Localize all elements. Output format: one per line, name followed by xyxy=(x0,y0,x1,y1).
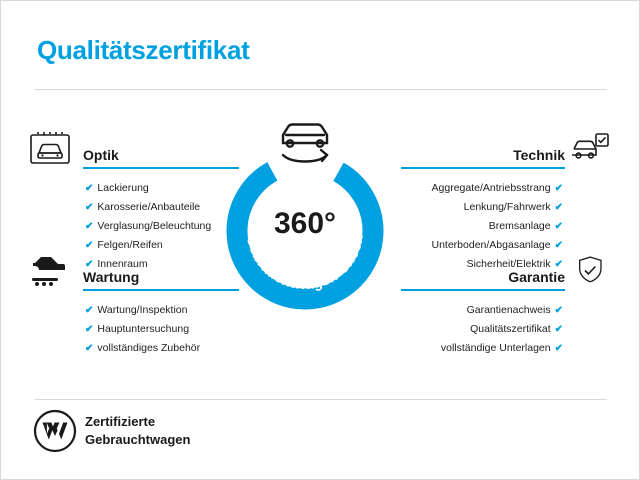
check-icon: ✔ xyxy=(554,221,563,232)
footer-text xyxy=(85,413,190,449)
list-item-label: vollständiges Zubehör xyxy=(97,342,201,354)
list-item-label: Garantienachweis xyxy=(466,304,551,316)
list-item xyxy=(401,301,611,320)
section-wartung-header xyxy=(29,259,239,293)
list-item xyxy=(29,339,239,358)
check-icon: ✔ xyxy=(85,202,94,213)
check-icon: ✔ xyxy=(85,221,94,232)
page-title: Qualitätszertifikat xyxy=(37,35,250,65)
list-item xyxy=(401,198,611,217)
list-item-label: Hauptuntersuchung xyxy=(97,323,190,335)
list-item-label: Lenkung/Fahrwerk xyxy=(463,201,551,213)
check-icon: ✔ xyxy=(554,240,563,251)
check-icon: ✔ xyxy=(85,240,94,251)
section-optik-header xyxy=(29,137,239,171)
car-lift-icon xyxy=(29,253,71,287)
car-wash-icon xyxy=(29,131,71,165)
list-item xyxy=(401,179,611,198)
section-garantie-title: Garantie xyxy=(508,269,565,285)
list-item-label: Unterboden/Abgasanlage xyxy=(431,239,551,251)
section-technik-rule xyxy=(401,167,565,169)
list-item xyxy=(401,320,611,339)
footer-divider xyxy=(35,399,607,400)
badge-degrees: 360° xyxy=(273,207,337,240)
check-icon: ✔ xyxy=(85,324,94,335)
shield-check-icon xyxy=(569,253,611,287)
section-wartung xyxy=(29,259,239,358)
list-item-label: Felgen/Reifen xyxy=(97,239,163,251)
vw-logo xyxy=(33,409,77,453)
section-technik-title: Technik xyxy=(513,147,565,163)
footer-line-1: Zertifizierte xyxy=(85,414,156,429)
list-item-label: Sicherheit/Elektrik xyxy=(466,258,551,270)
list-item-label: Lackierung xyxy=(97,182,149,194)
section-wartung-rule xyxy=(83,289,239,291)
list-item xyxy=(29,217,239,236)
check-icon: ✔ xyxy=(85,183,94,194)
list-item xyxy=(401,339,611,358)
list-item xyxy=(29,198,239,217)
list-item-label: Karosserie/Anbauteile xyxy=(97,201,201,213)
list-item xyxy=(29,320,239,339)
section-garantie-header xyxy=(401,259,611,293)
footer-line-2: Gebrauchtwagen xyxy=(85,432,191,447)
car-checklist-icon xyxy=(569,131,611,165)
list-item-label: Aggregate/Antriebsstrang xyxy=(431,182,551,194)
check-icon: ✔ xyxy=(554,183,563,194)
list-item-label: Verglasung/Beleuchtung xyxy=(97,220,212,232)
list-item-label: Innenraum xyxy=(97,258,148,270)
section-garantie-rule xyxy=(401,289,565,291)
check-icon: ✔ xyxy=(85,305,94,316)
header-divider xyxy=(35,89,607,90)
svg-text:Gebrauchtwagen-Check: Gebrauchtwagen-Check xyxy=(243,233,367,294)
list-item xyxy=(29,179,239,198)
section-optik-rule xyxy=(83,167,239,169)
check-icon: ✔ xyxy=(554,343,563,354)
list-item-label: Wartung/Inspektion xyxy=(97,304,188,316)
check-badge xyxy=(225,151,385,311)
section-optik-title: Optik xyxy=(83,147,119,163)
section-wartung-title: Wartung xyxy=(83,269,140,285)
list-item-label: Bremsanlage xyxy=(488,220,551,232)
check-icon: ✔ xyxy=(85,259,94,270)
section-wartung-list xyxy=(29,301,239,358)
list-item-label: vollständige Unterlagen xyxy=(440,342,551,354)
section-garantie-list xyxy=(401,301,611,358)
section-technik-header xyxy=(401,137,611,171)
car-front-rotate-icon xyxy=(269,119,341,171)
list-item xyxy=(29,301,239,320)
check-icon: ✔ xyxy=(554,202,563,213)
section-garantie xyxy=(401,259,611,358)
list-item-label: Qualitätszertifikat xyxy=(470,323,551,335)
check-icon: ✔ xyxy=(554,305,563,316)
check-icon: ✔ xyxy=(554,259,563,270)
list-item xyxy=(401,217,611,236)
check-icon: ✔ xyxy=(554,324,563,335)
check-icon: ✔ xyxy=(85,343,94,354)
